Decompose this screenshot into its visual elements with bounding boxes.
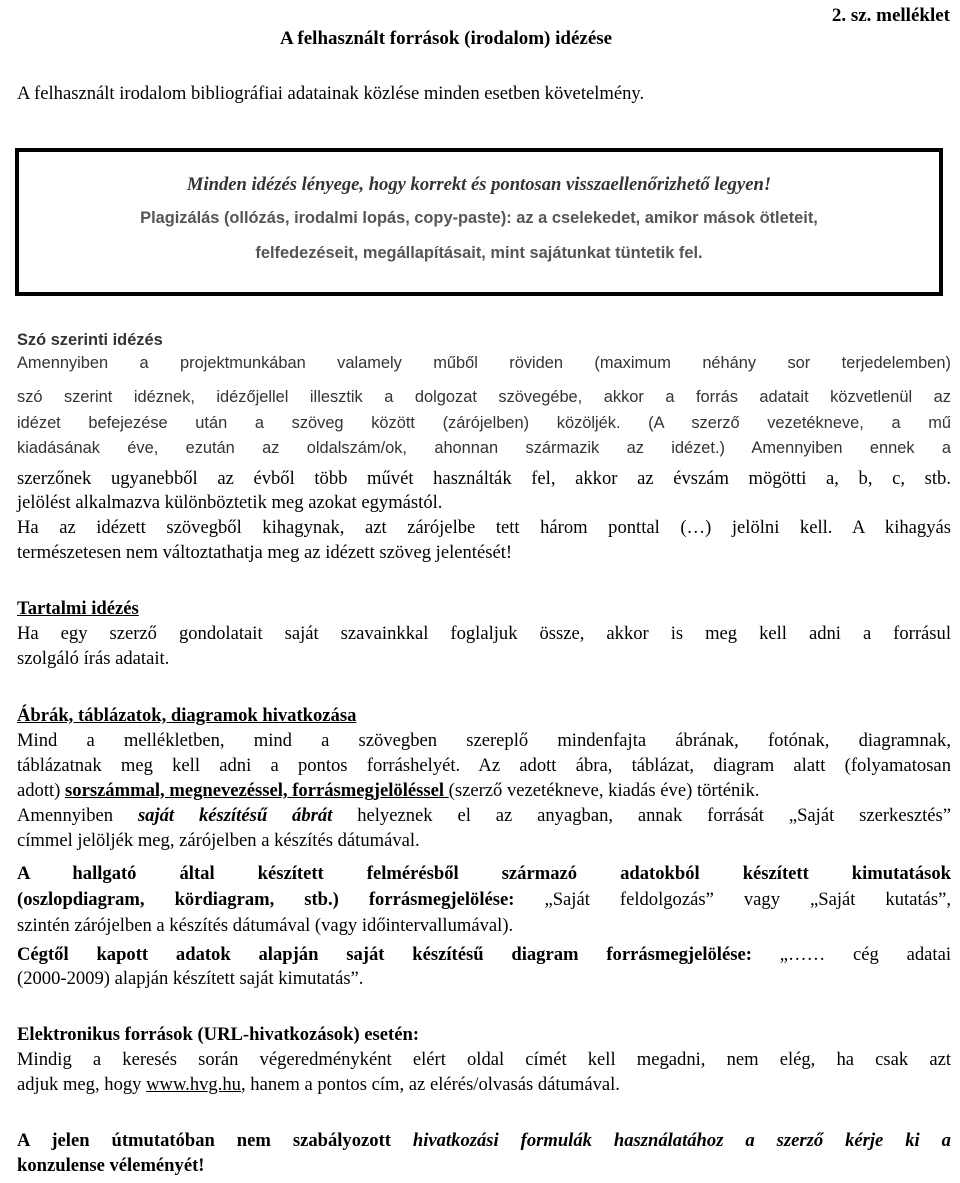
paragraph-line: Mind a mellékletben, mind a szövegben szereplő mindenfajta ábrának, fotónak, diagramnak, (17, 730, 951, 751)
text-run: Amennyiben (17, 805, 138, 826)
footer-line: konzulense véleményét! (17, 1155, 205, 1176)
box-line-2: Plagizálás (ollózás, irodalmi lopás, copy-paste): az a cselekedet, amikor mások ötleteit, (140, 209, 818, 227)
paragraph-line: kiadásának éve, ezután az oldalszám/ok, ahonnan származik az idézet.) Amennyiben ennek a (17, 439, 951, 457)
text-run: , hanem a pontos cím, az elérés/olvasás dátumával. (240, 1074, 620, 1095)
box-line-1: Minden idézés lényege, hogy korrekt és pontosan visszaellenőrizhető legyen! (186, 174, 772, 195)
intro-text: A felhasznált irodalom bibliográfiai adatainak közlése minden esetben követelmény. (17, 83, 645, 104)
section-heading: Tartalmi idézés (17, 598, 139, 619)
paragraph-line: A hallgató által készített felmérésből származó adatokból készített kimutatások (17, 863, 951, 884)
paragraph-line: természetesen nem változtathatja meg az idézett szöveg jelentését! (17, 542, 513, 563)
paragraph-line (17, 943, 951, 967)
section-heading: Ábrák, táblázatok, diagramok hivatkozása (17, 705, 357, 726)
page-title: A felhasznált források (irodalom) idézése (280, 28, 613, 49)
emphasis-run: saját készítésű ábrát (137, 805, 333, 826)
text-run: adjuk meg, hogy (17, 1074, 147, 1095)
text-run: (szerző vezetékneve, kiadás éve) történik. (448, 780, 760, 801)
emphasis-run: Cégtől kapott adatok alapján saját készítésű diagram forrásmegjelölése: (17, 944, 752, 965)
paragraph-line: táblázatnak meg kell adni a pontos forráshelyét. Az adott ábra, táblázat, diagram alatt (folyamatosan (17, 755, 951, 776)
paragraph-line (17, 888, 951, 912)
paragraph-line: Ha egy szerző gondolatait saját szavainkkal foglaljuk össze, akkor is meg kell adni a forrásul (17, 623, 951, 644)
paragraph-line: Mindig a keresés során végeredményként elért oldal címét kell megadni, nem elég, ha csak azt (17, 1049, 951, 1070)
paragraph-line: Amennyiben a projektmunkában valamely műből röviden (maximum néhány sor terjedelemben) (17, 354, 951, 372)
emphasis-run: (oszlopdiagram, kördiagram, stb.) forrásmegjelölése: (17, 889, 515, 910)
text-run: „…… cég adatai (751, 944, 951, 965)
section-heading: Szó szerinti idézés (17, 331, 163, 349)
paragraph-line (17, 1073, 951, 1097)
annex-label: 2. sz. melléklet (831, 5, 950, 26)
paragraph-line: szó szerint idéznek, idézőjellel illesztik a dolgozat szövegébe, akkor a forrás adatait közvetlenül az (17, 388, 951, 406)
box-line-3: felfedezéseit, megállapításait, mint sajátunkat tüntetik fel. (255, 244, 703, 262)
emphasis-run: hivatkozási formulák használatához a szerző kérje ki a (412, 1130, 951, 1151)
emphasis-run: sorszámmal, megnevezéssel, forrásmegjelöléssel (65, 780, 449, 801)
paragraph-line: idézet befejezése után a szöveg között (zárójelben) közöljék. (A szerző vezetékneve, a mű (17, 414, 951, 432)
paragraph-line: szolgáló írás adatait. (17, 648, 170, 669)
text-run: adott) (17, 780, 66, 801)
paragraph-line: (2000-2009) alapján készített saját kimutatás”. (17, 968, 364, 989)
paragraph-line: szintén zárójelben a készítés dátumával (vagy időintervallumával). (17, 915, 514, 936)
paragraph-line: Ha az idézett szövegből kihagynak, azt zárójelbe tett három ponttal (…) jelölni kell. A kihagyás (17, 517, 951, 538)
text-run: helyeznek el az anyagban, annak forrását „Saját szerkesztés” (332, 805, 952, 826)
paragraph-line (17, 779, 951, 803)
text-run: A jelen útmutatóban nem szabályozott (17, 1130, 413, 1151)
paragraph-line: szerzőnek ugyanebből az évből több művét használták fel, akkor az évszám mögötti a, b, c, stb. (17, 468, 951, 489)
hvg-link[interactable]: www.hvg.hu (146, 1074, 241, 1095)
paragraph-line (17, 804, 951, 828)
section-heading: Elektronikus források (URL-hivatkozások) esetén: (17, 1024, 420, 1045)
paragraph-line: címmel jelöljék meg, zárójelben a készítés dátumával. (17, 830, 420, 851)
plagiarism-box (15, 148, 943, 296)
footer-line (17, 1129, 951, 1153)
text-run: „Saját feldolgozás” vagy „Saját kutatás”, (514, 889, 952, 910)
paragraph-line: jelölést alkalmazva különböztetik meg azokat egymástól. (17, 492, 443, 513)
